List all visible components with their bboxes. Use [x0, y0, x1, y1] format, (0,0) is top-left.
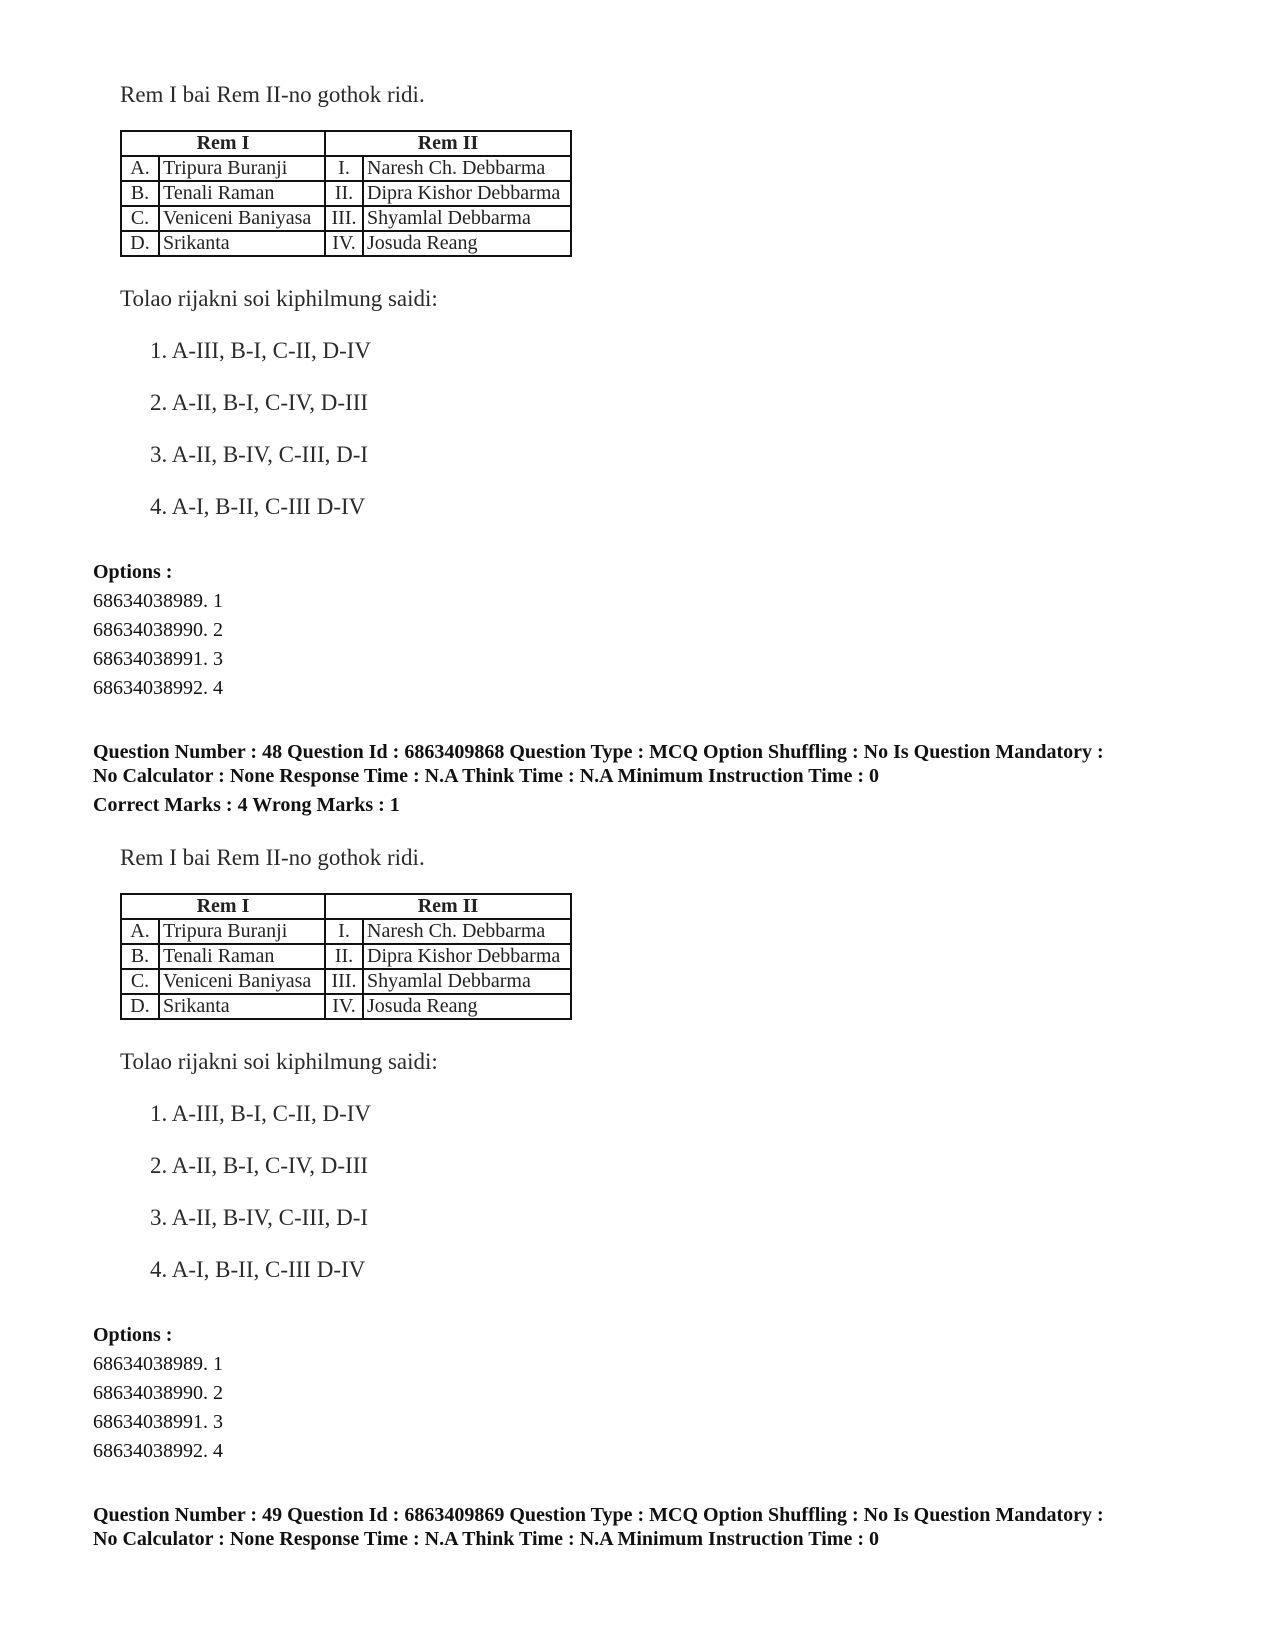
- table-row: [121, 919, 571, 944]
- options-list-2: [93, 1321, 223, 1466]
- rem-i-item: Veniceni Baniyasa: [159, 969, 325, 994]
- row-roman: II.: [325, 944, 363, 969]
- question-49-meta: [93, 1503, 1193, 1551]
- question-intro: Rem I bai Rem II-no gothok ridi.: [120, 845, 425, 870]
- row-letter: D.: [121, 231, 159, 256]
- rem-i-item: Tenali Raman: [159, 181, 325, 206]
- rem-ii-item: Dipra Kishor Debbarma: [363, 181, 571, 206]
- row-roman: II.: [325, 181, 363, 206]
- column-header-rem-i: Rem I: [121, 131, 325, 156]
- row-roman: I.: [325, 919, 363, 944]
- rem-ii-item: Naresh Ch. Debbarma: [363, 919, 571, 944]
- row-roman: IV.: [325, 994, 363, 1019]
- column-header-rem-i: Rem I: [121, 894, 325, 919]
- meta-line-2: No Calculator : None Response Time : N.A Think Time : N.A Minimum Instruction Time : 0: [93, 1528, 879, 1550]
- row-letter: B.: [121, 181, 159, 206]
- rem-ii-item: Dipra Kishor Debbarma: [363, 944, 571, 969]
- table-row: [121, 231, 571, 256]
- option-item: 68634038992. 4: [93, 677, 223, 699]
- row-roman: IV.: [325, 231, 363, 256]
- rem-ii-item: Naresh Ch. Debbarma: [363, 156, 571, 181]
- rem-i-item: Veniceni Baniyasa: [159, 206, 325, 231]
- rem-i-item: Tripura Buranji: [159, 919, 325, 944]
- meta-line-1: Question Number : 49 Question Id : 6863409869 Question Type : MCQ Option Shuffling : No Is Question Mandatory :: [93, 1504, 1104, 1526]
- question-prompt: Tolao rijakni soi kiphilmung saidi:: [120, 1049, 438, 1074]
- answer-choice: 3. A-II, B-IV, C-III, D-I: [150, 1205, 369, 1230]
- table-header-row: [121, 131, 571, 156]
- option-item: 68634038991. 3: [93, 648, 223, 670]
- rem-ii-item: Josuda Reang: [363, 231, 571, 256]
- option-item: 68634038990. 2: [93, 619, 223, 641]
- options-list-1: [93, 558, 223, 703]
- options-label: Options :: [93, 561, 173, 583]
- option-item: 68634038991. 3: [93, 1411, 223, 1433]
- table-row: [121, 156, 571, 181]
- rem-ii-item: Shyamlal Debbarma: [363, 969, 571, 994]
- answer-choice: 2. A-II, B-I, C-IV, D-III: [150, 1153, 369, 1178]
- options-label: Options :: [93, 1324, 173, 1346]
- row-roman: I.: [325, 156, 363, 181]
- rem-i-item: Srikanta: [159, 231, 325, 256]
- option-item: 68634038990. 2: [93, 1382, 223, 1404]
- table-row: [121, 181, 571, 206]
- meta-line-2: No Calculator : None Response Time : N.A Think Time : N.A Minimum Instruction Time : 0: [93, 765, 879, 787]
- column-header-rem-ii: Rem II: [325, 894, 571, 919]
- answer-choice: 4. A-I, B-II, C-III D-IV: [150, 1257, 366, 1282]
- table-row: [121, 944, 571, 969]
- table-row: [121, 969, 571, 994]
- question-intro: Rem I bai Rem II-no gothok ridi.: [120, 82, 425, 107]
- row-letter: A.: [121, 919, 159, 944]
- row-roman: III.: [325, 206, 363, 231]
- rem-i-item: Tenali Raman: [159, 944, 325, 969]
- rem-i-item: Srikanta: [159, 994, 325, 1019]
- rem-i-item: Tripura Buranji: [159, 156, 325, 181]
- answer-choice: 3. A-II, B-IV, C-III, D-I: [150, 442, 369, 467]
- table-row: [121, 994, 571, 1019]
- answer-choice: 4. A-I, B-II, C-III D-IV: [150, 494, 366, 519]
- rem-ii-item: Shyamlal Debbarma: [363, 206, 571, 231]
- answer-choice: 2. A-II, B-I, C-IV, D-III: [150, 390, 369, 415]
- match-table: [120, 893, 572, 1020]
- row-letter: C.: [121, 206, 159, 231]
- answer-choice: 1. A-III, B-I, C-II, D-IV: [150, 338, 371, 363]
- table-header-row: [121, 894, 571, 919]
- row-letter: A.: [121, 156, 159, 181]
- meta-line-1: Question Number : 48 Question Id : 6863409868 Question Type : MCQ Option Shuffling : No Is Question Mandatory :: [93, 741, 1104, 763]
- answer-choice: 1. A-III, B-I, C-II, D-IV: [150, 1101, 371, 1126]
- question-prompt: Tolao rijakni soi kiphilmung saidi:: [120, 286, 438, 311]
- option-item: 68634038989. 1: [93, 1353, 223, 1375]
- table-row: [121, 206, 571, 231]
- row-letter: B.: [121, 944, 159, 969]
- row-roman: III.: [325, 969, 363, 994]
- question-48-meta: [93, 740, 1193, 788]
- rem-ii-item: Josuda Reang: [363, 994, 571, 1019]
- option-item: 68634038992. 4: [93, 1440, 223, 1462]
- option-item: 68634038989. 1: [93, 590, 223, 612]
- column-header-rem-ii: Rem II: [325, 131, 571, 156]
- match-table: [120, 130, 572, 257]
- row-letter: C.: [121, 969, 159, 994]
- row-letter: D.: [121, 994, 159, 1019]
- question-48-marks: Correct Marks : 4 Wrong Marks : 1: [93, 794, 400, 816]
